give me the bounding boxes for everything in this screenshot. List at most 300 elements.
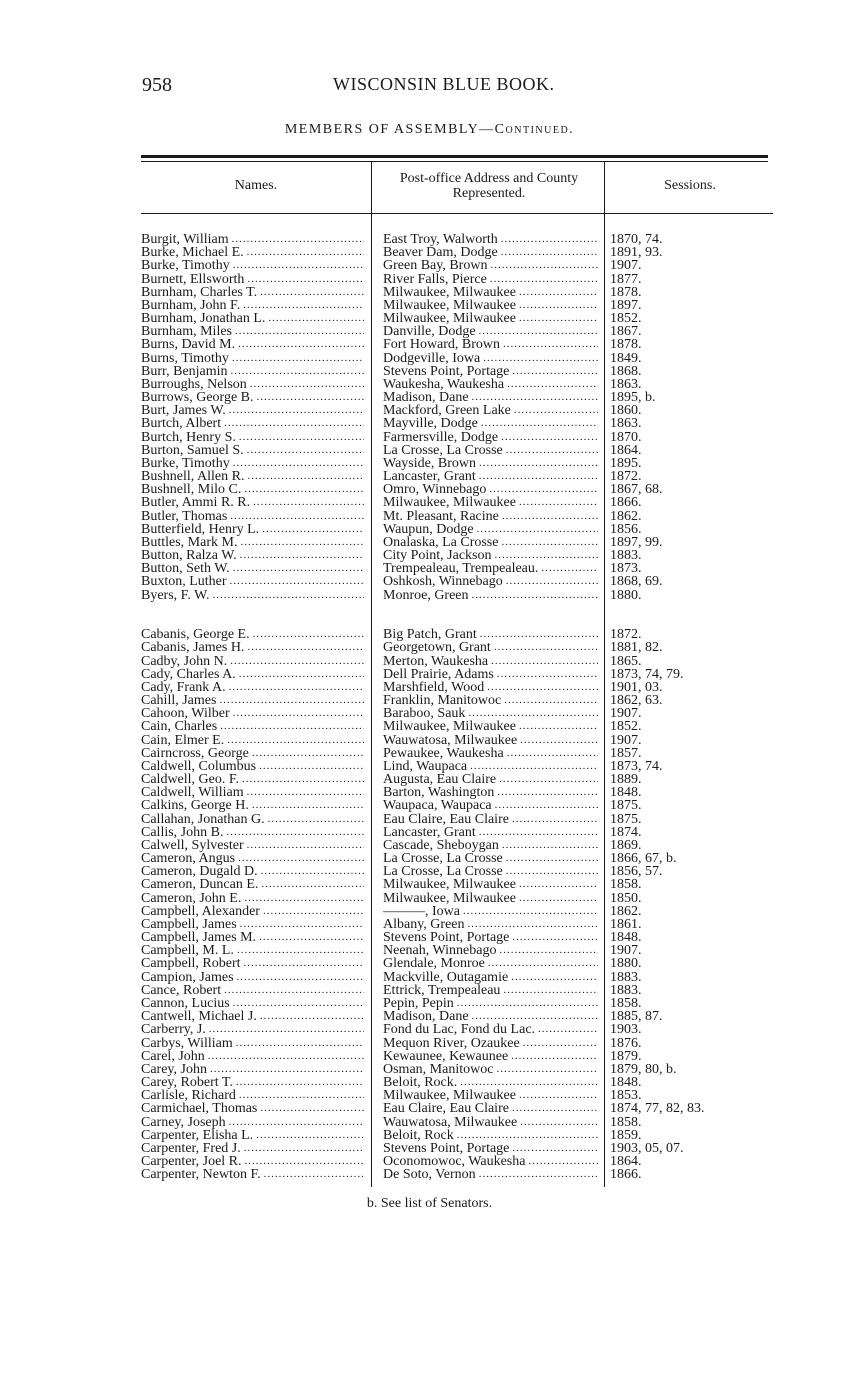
table-row — [610, 365, 770, 378]
member-sessions: 1875. — [610, 799, 642, 813]
member-sessions: 1897, 99. — [610, 535, 663, 550]
dot-leader — [480, 628, 598, 641]
member-address: Cascade, Sheboygan — [383, 838, 499, 853]
member-sessions: 1880. — [610, 957, 642, 971]
dot-leader — [519, 299, 598, 312]
dot-leader — [512, 365, 598, 378]
member-address: Milwaukee, Milwaukee — [383, 285, 516, 299]
member-name: Cahoon, Wilber — [141, 707, 230, 721]
dot-leader — [226, 826, 364, 839]
member-address: Mequon River, Ozaukee — [383, 1036, 520, 1050]
dot-leader — [490, 259, 598, 272]
dot-leader — [252, 747, 364, 760]
dot-leader — [519, 878, 598, 891]
dot-leader — [239, 668, 364, 681]
member-name: Bushnell, Milo C. — [141, 483, 242, 497]
table-row — [610, 325, 770, 338]
member-name: Butterfield, Henry L. — [141, 522, 260, 536]
member-name: Caldwell, Columbus — [141, 759, 257, 774]
member-sessions: 1859. — [610, 1128, 642, 1142]
running-head: WISCONSIN BLUE BOOK. — [333, 74, 555, 94]
dot-leader — [239, 431, 364, 444]
dot-leader — [232, 352, 364, 365]
member-name: Carney, Joseph — [141, 1115, 226, 1129]
dot-leader — [489, 483, 598, 496]
table-row — [383, 734, 598, 747]
dot-leader — [227, 734, 364, 747]
dot-leader — [538, 1023, 598, 1036]
member-address: Pepin, Pepin — [383, 996, 454, 1011]
member-sessions: 1860. — [610, 404, 642, 418]
dot-leader — [240, 549, 364, 562]
member-address: Milwaukee, Milwaukee — [383, 298, 516, 313]
dot-leader — [236, 1037, 364, 1050]
table-row — [383, 1089, 598, 1102]
table-row — [610, 536, 770, 549]
dot-leader — [519, 312, 598, 325]
dot-leader — [468, 707, 598, 720]
member-address: La Crosse, La Crosse — [383, 852, 503, 866]
dot-leader — [233, 457, 364, 470]
table-row — [383, 905, 598, 918]
dot-leader — [506, 865, 598, 878]
table-row — [610, 773, 770, 786]
table-row — [383, 457, 598, 470]
table-row — [141, 641, 364, 654]
table-row — [383, 483, 598, 496]
member-name: Butler, Thomas — [141, 509, 228, 523]
table-row — [383, 549, 598, 562]
member-name: Buttles, Mark M. — [141, 535, 238, 550]
member-name: Caldwell, Geo. F. — [141, 773, 240, 787]
member-address: Waupun, Dodge — [383, 522, 474, 536]
member-name: Carberry, J. — [141, 1023, 206, 1037]
member-address: Eau Claire, Eau Claire — [383, 1102, 509, 1116]
member-sessions: 1852. — [610, 720, 642, 734]
dot-leader — [512, 1142, 598, 1155]
table-row — [383, 1102, 598, 1115]
member-name: Burtch, Henry S. — [141, 430, 236, 444]
member-address: Dell Prairie, Adams — [383, 667, 494, 681]
member-name: Burns, Timothy — [141, 351, 229, 365]
table-row — [141, 549, 364, 562]
column-header-sessions: Sessions. — [664, 178, 716, 193]
member-address: Fond du Lac, Fond du Lac. — [383, 1023, 536, 1037]
table-row — [141, 694, 364, 707]
dot-leader — [259, 760, 364, 773]
member-address: Mt. Pleasant, Racine — [383, 509, 499, 523]
member-address: Stevens Point, Portage — [383, 931, 510, 945]
table-row — [141, 984, 364, 997]
page-number: 958 — [142, 74, 172, 96]
member-address: La Crosse, La Crosse — [383, 443, 503, 457]
dot-leader — [495, 549, 598, 562]
member-name: Burgit, William — [141, 233, 229, 247]
member-address: Pewaukee, Waukesha — [383, 746, 504, 760]
dot-leader — [494, 641, 598, 654]
dot-leader — [511, 971, 598, 984]
member-sessions: 1895, b. — [610, 391, 656, 405]
table-row — [610, 431, 770, 444]
member-name: Calwell, Sylvester — [141, 838, 244, 853]
dot-leader — [488, 957, 598, 970]
table-row — [610, 984, 770, 997]
member-name: Campbell, James M. — [141, 931, 257, 945]
table-row — [141, 431, 364, 444]
dot-leader — [512, 813, 598, 826]
dot-leader — [514, 404, 598, 417]
dot-leader — [230, 510, 364, 523]
dot-leader — [463, 905, 598, 918]
member-name: Byers, F. W. — [141, 588, 210, 602]
member-sessions: 1873. — [610, 562, 642, 576]
table-row — [383, 1063, 598, 1076]
dot-leader — [506, 852, 598, 865]
table-row — [141, 483, 364, 496]
member-sessions: 1849. — [610, 351, 642, 365]
member-address: Georgetown, Grant — [383, 641, 491, 655]
table-caption: MEMBERS OF ASSEMBLY—Continued. — [284, 122, 575, 137]
member-sessions: 1895. — [610, 456, 642, 471]
table-row — [610, 628, 770, 641]
member-address: ———, Iowa — [383, 904, 460, 918]
member-address: Milwaukee, Milwaukee — [383, 312, 516, 326]
table-row — [383, 233, 598, 246]
member-sessions: 1883. — [610, 549, 642, 563]
dot-leader — [261, 865, 364, 878]
dot-leader — [470, 760, 598, 773]
member-name: Burt, James W. — [141, 404, 226, 418]
dot-leader — [519, 286, 598, 299]
dot-leader — [541, 562, 598, 575]
table-row — [141, 286, 364, 299]
member-address: Stevens Point, Portage — [383, 364, 510, 378]
dot-leader — [491, 655, 598, 668]
dot-leader — [229, 404, 364, 417]
member-sessions: 1883. — [610, 983, 642, 997]
table-row — [383, 536, 598, 549]
table-row — [383, 813, 598, 826]
dot-leader — [233, 562, 364, 575]
dot-leader — [519, 496, 598, 509]
table-row — [610, 707, 770, 720]
table-row — [141, 957, 364, 970]
dot-leader — [224, 984, 364, 997]
table-row — [141, 878, 364, 891]
dot-leader — [237, 944, 364, 957]
dot-leader — [247, 470, 364, 483]
dot-leader — [479, 1168, 598, 1181]
dot-leader — [504, 694, 598, 707]
member-name: Cady, Charles A. — [141, 667, 236, 681]
dot-leader — [519, 1089, 598, 1102]
table-row — [383, 957, 598, 970]
dot-leader — [520, 1116, 598, 1129]
member-sessions: 1907. — [610, 733, 642, 747]
table-row — [383, 655, 598, 668]
member-address: Milwaukee, Milwaukee — [383, 878, 516, 892]
member-name: Campbell, Robert — [141, 957, 241, 971]
dot-leader — [512, 931, 598, 944]
member-name: Bushnell, Allen R. — [141, 470, 245, 484]
table-row — [383, 892, 598, 905]
table-row — [383, 417, 598, 430]
member-name: Burrows, George B. — [141, 391, 254, 405]
member-name: Buxton, Luther — [141, 575, 227, 589]
table-row — [610, 734, 770, 747]
dot-leader — [519, 892, 598, 905]
table-row — [383, 286, 598, 299]
dot-leader — [260, 286, 364, 299]
dot-leader — [232, 233, 364, 246]
member-address: Waukesha, Waukesha — [383, 377, 505, 392]
table-row — [383, 799, 598, 812]
dot-leader — [238, 338, 364, 351]
member-sessions: 1866. — [610, 1168, 642, 1182]
table-row — [141, 523, 364, 536]
dot-leader — [502, 510, 598, 523]
dot-leader — [243, 299, 364, 312]
member-sessions: 1850. — [610, 891, 642, 905]
table-row — [141, 865, 364, 878]
member-sessions: 1878. — [610, 285, 642, 299]
table-row — [141, 378, 364, 391]
table-row — [610, 273, 770, 286]
member-sessions: 1865. — [610, 654, 642, 668]
member-sessions: 1877. — [610, 272, 642, 286]
member-sessions: 1889. — [610, 773, 642, 787]
table-row — [141, 720, 364, 733]
table-row — [610, 799, 770, 812]
member-sessions: 1872. — [610, 628, 642, 642]
dot-leader — [457, 1129, 598, 1142]
table-row — [141, 299, 364, 312]
member-address: Trempealeau, Trempealeau. — [383, 562, 539, 576]
member-address: City Point, Jackson — [383, 549, 492, 563]
table-row — [610, 575, 770, 588]
member-name: Burnham, John F. — [141, 298, 241, 313]
member-name: Cannon, Lucius — [141, 996, 230, 1011]
table-row — [610, 549, 770, 562]
table-row — [141, 562, 364, 575]
member-address: De Soto, Vernon — [383, 1168, 476, 1182]
table-row — [141, 457, 364, 470]
table-row — [383, 839, 598, 852]
member-name: Carel, John — [141, 1049, 205, 1063]
member-name: Burke, Timothy — [141, 456, 230, 471]
table-row — [141, 1102, 364, 1115]
dot-leader — [231, 365, 364, 378]
dot-leader — [481, 417, 598, 430]
table-row — [141, 1155, 364, 1168]
member-sessions: 1876. — [610, 1036, 642, 1050]
dot-leader — [229, 1116, 364, 1129]
table-row — [141, 417, 364, 430]
member-address: La Crosse, La Crosse — [383, 865, 503, 879]
table-row — [383, 668, 598, 681]
table-row — [610, 668, 770, 681]
table-row — [383, 246, 598, 259]
dot-leader — [502, 839, 598, 852]
dot-leader — [460, 1076, 598, 1089]
member-sessions: 1867, 68. — [610, 483, 663, 497]
dot-leader — [240, 536, 364, 549]
member-address: Milwaukee, Milwaukee — [383, 496, 516, 510]
member-address: Mackville, Outagamie — [383, 970, 509, 984]
member-address: Marshfield, Wood — [383, 680, 485, 695]
member-name: Burton, Samuel S. — [141, 443, 244, 457]
member-name: Callis, John B. — [141, 825, 224, 839]
member-name: Burtch, Albert — [141, 417, 222, 431]
member-sessions: 1858. — [610, 1115, 642, 1129]
table-row — [610, 391, 770, 404]
table-row — [610, 1129, 770, 1142]
member-name: Carey, John — [141, 1062, 207, 1077]
dot-leader — [229, 681, 364, 694]
table-row — [610, 957, 770, 970]
member-address: Milwaukee, Milwaukee — [383, 891, 516, 905]
table-row — [141, 575, 364, 588]
table-row — [141, 655, 364, 668]
table-row — [610, 404, 770, 417]
member-name: Button, Seth W. — [141, 562, 230, 576]
member-sessions: 1880. — [610, 588, 642, 602]
table-row — [141, 852, 364, 865]
dot-leader — [235, 325, 364, 338]
member-address: Osman, Manitowoc — [383, 1062, 494, 1077]
member-name: Cain, Charles — [141, 720, 218, 734]
table-row — [141, 1063, 364, 1076]
member-sessions: 1875. — [610, 812, 642, 826]
member-sessions: 1874. — [610, 825, 642, 839]
table-row — [383, 944, 598, 957]
dot-leader — [268, 312, 364, 325]
table-row — [141, 233, 364, 246]
footnote: b. See list of Senators. — [366, 1196, 493, 1211]
table-row — [383, 378, 598, 391]
table-row — [610, 1155, 770, 1168]
table-row — [141, 747, 364, 760]
member-address: Mackford, Green Lake — [383, 404, 511, 418]
table-row — [610, 1116, 770, 1129]
member-address: Beaver Dam, Dodge — [383, 246, 498, 260]
member-address: Green Bay, Brown — [383, 259, 488, 273]
member-name: Carpenter, Joel R. — [141, 1155, 242, 1169]
table-row — [610, 878, 770, 891]
table-row — [383, 1155, 598, 1168]
member-address: Mayville, Dodge — [383, 417, 478, 431]
group-gap — [610, 602, 770, 628]
dot-leader — [259, 931, 364, 944]
table-row — [610, 826, 770, 839]
table-row — [610, 839, 770, 852]
table-row — [141, 918, 364, 931]
table-row — [610, 681, 770, 694]
table-row — [383, 562, 598, 575]
member-address: Fort Howard, Brown — [383, 338, 501, 352]
dot-leader — [247, 246, 364, 259]
table-row — [141, 338, 364, 351]
table-row — [141, 944, 364, 957]
dot-leader — [487, 681, 598, 694]
dot-leader — [244, 957, 364, 970]
table-row — [610, 971, 770, 984]
dot-leader — [261, 878, 364, 891]
dot-leader — [245, 1155, 364, 1168]
member-address: Madison, Dane — [383, 391, 469, 405]
member-sessions: 1857. — [610, 746, 642, 760]
dot-leader — [238, 852, 364, 865]
dot-leader — [257, 391, 364, 404]
table-row — [610, 233, 770, 246]
table-row — [610, 1010, 770, 1023]
table-row — [141, 786, 364, 799]
member-sessions: 1856. — [610, 522, 642, 536]
member-name: Cabanis, James H. — [141, 641, 245, 655]
table-row — [610, 589, 770, 602]
member-name: Campion, James — [141, 970, 234, 984]
member-sessions: 1878. — [610, 338, 642, 352]
table-row — [141, 826, 364, 839]
member-address: Danville, Dodge — [383, 325, 476, 339]
member-name: Calkins, George H. — [141, 799, 249, 813]
member-sessions: 1870, 74. — [610, 233, 663, 247]
dot-leader — [262, 523, 364, 536]
table-row — [610, 483, 770, 496]
member-name: Cadby, John N. — [141, 654, 228, 668]
column-divider-right — [604, 162, 605, 1187]
dot-leader — [497, 786, 598, 799]
table-row — [610, 378, 770, 391]
member-sessions: 1861. — [610, 917, 642, 932]
dot-leader — [479, 457, 598, 470]
table-row — [383, 325, 598, 338]
table-row — [383, 510, 598, 523]
table-row — [610, 510, 770, 523]
member-address: Madison, Dane — [383, 1010, 469, 1024]
member-name: Callahan, Jonathan G. — [141, 812, 265, 826]
dot-leader — [506, 444, 598, 457]
dot-leader — [247, 786, 364, 799]
dot-leader — [242, 773, 364, 786]
dot-leader — [495, 799, 598, 812]
dot-leader — [457, 997, 598, 1010]
member-sessions: 1907. — [610, 259, 642, 273]
member-sessions: 1866, 67, b. — [610, 852, 677, 866]
dot-leader — [519, 720, 598, 733]
table-row — [141, 839, 364, 852]
member-sessions: 1907. — [610, 707, 642, 721]
table-row — [141, 813, 364, 826]
member-address: Lancaster, Grant — [383, 825, 476, 839]
table-row — [383, 1037, 598, 1050]
member-address: Beloit, Rock. — [383, 1076, 458, 1090]
member-name: Burnham, Charles T. — [141, 285, 258, 299]
table-row — [383, 773, 598, 786]
sessions-column — [610, 233, 770, 1181]
member-name: Carpenter, Fred J. — [141, 1141, 241, 1156]
dot-leader — [472, 391, 598, 404]
table-row — [141, 1116, 364, 1129]
member-name: Cameron, Dugald D. — [141, 865, 258, 879]
column-header-names: Names. — [234, 178, 278, 193]
dot-leader — [233, 997, 364, 1010]
member-sessions: 1907. — [610, 944, 642, 958]
member-address: Wauwatosa, Milwaukee — [383, 1115, 518, 1129]
dot-leader — [507, 378, 598, 391]
dot-leader — [511, 1050, 598, 1063]
table-row — [383, 720, 598, 733]
